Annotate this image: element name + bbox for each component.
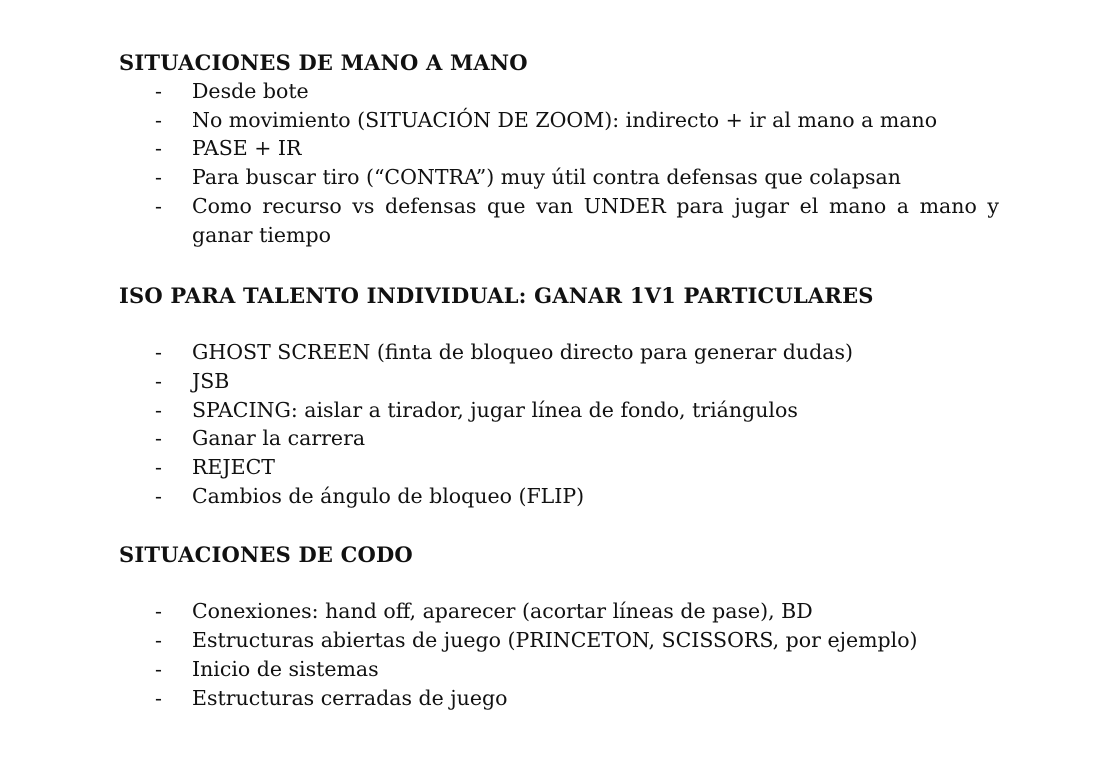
list-item-text: Conexiones: hand off, aparecer (acortar líneas de pase), BD bbox=[192, 599, 813, 624]
list-item-text: Estructuras abiertas de juego (PRINCETON, SCISSORS, por ejemplo) bbox=[192, 628, 918, 653]
list-item-text: Como recurso vs defensas que van UNDER para jugar el mano a mano y ganar tiempo bbox=[192, 193, 999, 247]
list-item-text: JSB bbox=[192, 368, 230, 393]
dash-marker: - bbox=[155, 599, 162, 624]
list-item bbox=[119, 684, 999, 713]
dash-marker: - bbox=[155, 656, 162, 681]
section-heading: ISO PARA TALENTO INDIVIDUAL: GANAR 1V1 PARTICULARES bbox=[119, 283, 874, 309]
list-item bbox=[119, 192, 999, 249]
list-item-text: Estructuras cerradas de juego bbox=[192, 685, 508, 710]
list-item bbox=[119, 338, 999, 367]
list-item bbox=[119, 655, 999, 684]
list-item bbox=[119, 597, 999, 626]
list-item-text: REJECT bbox=[192, 455, 275, 480]
list-item bbox=[119, 396, 999, 425]
list-item bbox=[119, 77, 999, 106]
section-codo bbox=[119, 540, 999, 712]
list-item bbox=[119, 367, 999, 396]
section-mano-a-mano bbox=[119, 48, 999, 249]
section-heading: SITUACIONES DE MANO A MANO bbox=[119, 50, 528, 75]
list-item bbox=[119, 163, 999, 192]
dash-marker: - bbox=[155, 483, 162, 508]
list-item bbox=[119, 424, 999, 453]
list-item-text: Ganar la carrera bbox=[192, 426, 366, 451]
section-heading: SITUACIONES DE CODO bbox=[119, 542, 413, 568]
dash-marker: - bbox=[155, 340, 162, 365]
dash-marker: - bbox=[155, 79, 162, 103]
section-iso-talento bbox=[119, 281, 999, 510]
list-item-text: PASE + IR bbox=[192, 136, 302, 161]
bullet-list bbox=[119, 77, 999, 249]
list-item bbox=[119, 453, 999, 482]
dash-marker: - bbox=[155, 136, 162, 161]
document-body bbox=[119, 48, 999, 712]
list-item bbox=[119, 482, 999, 511]
dash-marker: - bbox=[155, 685, 162, 710]
list-item bbox=[119, 626, 999, 655]
dash-marker: - bbox=[155, 107, 162, 132]
dash-marker: - bbox=[155, 397, 162, 422]
list-item bbox=[119, 134, 999, 163]
dash-marker: - bbox=[155, 455, 162, 480]
dash-marker: - bbox=[155, 368, 162, 393]
bullet-list bbox=[119, 338, 999, 510]
list-item-text: SPACING: aislar a tirador, jugar línea de fondo, triángulos bbox=[192, 397, 798, 422]
list-item-text: No movimiento (SITUACIÓN DE ZOOM): indirecto + ir al mano a mano bbox=[192, 107, 938, 132]
list-item-text: Para buscar tiro (“CONTRA”) muy útil contra defensas que colapsan bbox=[192, 165, 901, 190]
bullet-list bbox=[119, 597, 999, 712]
dash-marker: - bbox=[155, 426, 162, 451]
dash-marker: - bbox=[155, 193, 162, 218]
dash-marker: - bbox=[155, 628, 162, 653]
list-item-text: Inicio de sistemas bbox=[192, 656, 379, 681]
list-item-text: GHOST SCREEN (finta de bloqueo directo para generar dudas) bbox=[192, 340, 853, 365]
list-item-text: Cambios de ángulo de bloqueo (FLIP) bbox=[192, 483, 585, 508]
list-item bbox=[119, 106, 999, 135]
dash-marker: - bbox=[155, 165, 162, 190]
list-item-text: Desde bote bbox=[192, 79, 309, 103]
